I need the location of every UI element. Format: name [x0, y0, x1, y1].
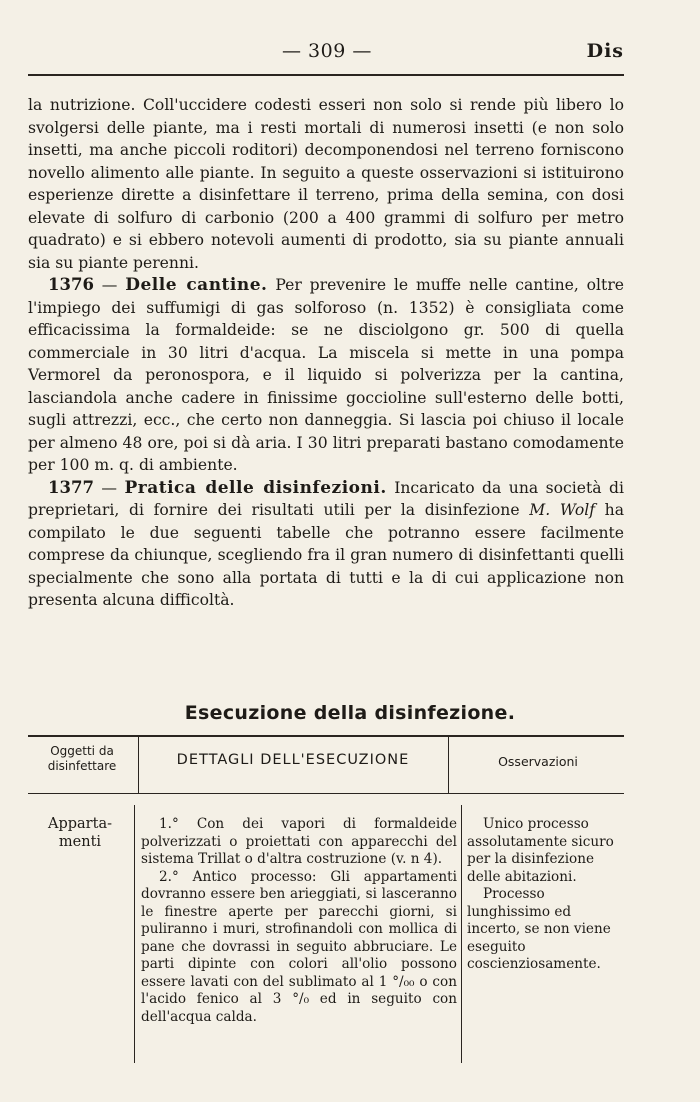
- entry-number: 1376: [48, 275, 94, 294]
- entry-1376: [28, 274, 624, 477]
- table-title: Esecuzione della disinfezione.: [184, 702, 516, 724]
- header-rule: [28, 74, 624, 76]
- header-notes: Osservazioni: [498, 754, 578, 769]
- column-divider: [461, 805, 462, 1063]
- entry-dash: —: [93, 276, 126, 294]
- page-number: — 309 —: [282, 40, 372, 62]
- detail-item: 1.° Con dei vapori di formaldeide polverizzati o proiettati con apparecchi del sistema Trillat o d'altra costruzione (v. n 4).: [141, 816, 457, 867]
- entry-dash: —: [93, 478, 125, 497]
- entry-body: ha compilato le due seguenti tabelle che potranno essere facilmente comprese da chiunque, scegliendo fra il gran numero di disinfettanti quelli specialmente che sono alla portata di tutti e la di cui applicazione non presenta alcuna difficoltà.: [28, 501, 625, 609]
- table-cell-notes: [467, 816, 627, 974]
- column-divider: [448, 735, 449, 793]
- entry-title: Delle cantine.: [125, 275, 268, 295]
- entry-body: Per prevenire le muffe nelle cantine, oltre l'impiego dei suffumigi di gas solforoso (n. 1352) è consigliata come efficacissima la formaldeide: se ne disciolgono gr. 500 di quella commerciale in 30 litri d'acqua. La miscela si mette in una pompa Vermorel da peronospora, e il liquido si polverizza per la cantina, lasciandola anche cadere in finissime goccioline sull'esterno delle botti, sugli attrezzi, ecc., che certo non danneggia. Si lascia poi chiuso il locale per almeno 48 ore, poi si dà aria. I 30 litri preparati bastano comodamente per 100 m. q. di ambiente.: [28, 276, 624, 474]
- table-top-rule: [28, 735, 624, 737]
- entry-body: Incaricato da una società di preprietari, di fornire dei risultati utili per la disinfezione: [28, 478, 624, 519]
- entry-title: Pratica delle disinfezioni.: [124, 477, 387, 498]
- note-item: Unico processo assolutamente sicuro per la disinfezione delle abitazioni.: [467, 816, 614, 885]
- paragraph-continuation: la nutrizione. Coll'uccidere codesti esseri non solo si rende più libero lo svolgersi delle piante, ma i resti mortali di numerosi insetti (e non solo insetti, ma anche piccoli roditori) decomponendosi nel terreno forniscono novello alimento alle piante. In seguito a queste osservazioni si istituirono esperienze dirette a disinfettare il terreno, prima della semina, con dosi elevate di solfuro di carbonio (200 a 400 grammi di solfuro per metro quadrato) e si ebbero notevoli aumenti di prodotto, sia su piante annuali sia su piante perenni.: [28, 96, 624, 272]
- header-details: DETTAGLI DELL'ESECUZIONE: [176, 752, 410, 768]
- header-objects: Oggetti da disinfettare: [47, 744, 117, 773]
- table-cell-object: [30, 816, 130, 851]
- entry-number: 1377: [48, 477, 94, 497]
- object-label: Apparta-menti: [48, 816, 112, 850]
- detail-item: 2.° Antico processo: Gli appartamenti dovranno essere ben arieggiati, si lasceranno le finestre aperte per parecchi giorni, si puliranno i muri, strofinandoli con mollica di pane che dovrassi in seguito abbruciare. Le parti dipinte con colori all'olio possono essere lavati con del sublimato al 1 °/₀₀ o con l'acido fenico al 3 °/₀ ed in seguito con dell'acqua calda.: [141, 868, 457, 1025]
- section-word: Dis: [586, 40, 624, 62]
- body-text: [28, 94, 624, 612]
- entry-1377: [28, 477, 624, 612]
- column-divider: [134, 805, 135, 1063]
- table-cell-details: [141, 816, 457, 1026]
- header-rule: [28, 793, 624, 794]
- column-divider: [138, 735, 139, 793]
- author-name: M. Wolf: [529, 501, 595, 519]
- running-head: [0, 40, 700, 70]
- note-item: Processo lunghissimo ed incerto, se non viene eseguito coscienziosamente.: [467, 886, 611, 972]
- disinfection-table: [28, 735, 624, 1070]
